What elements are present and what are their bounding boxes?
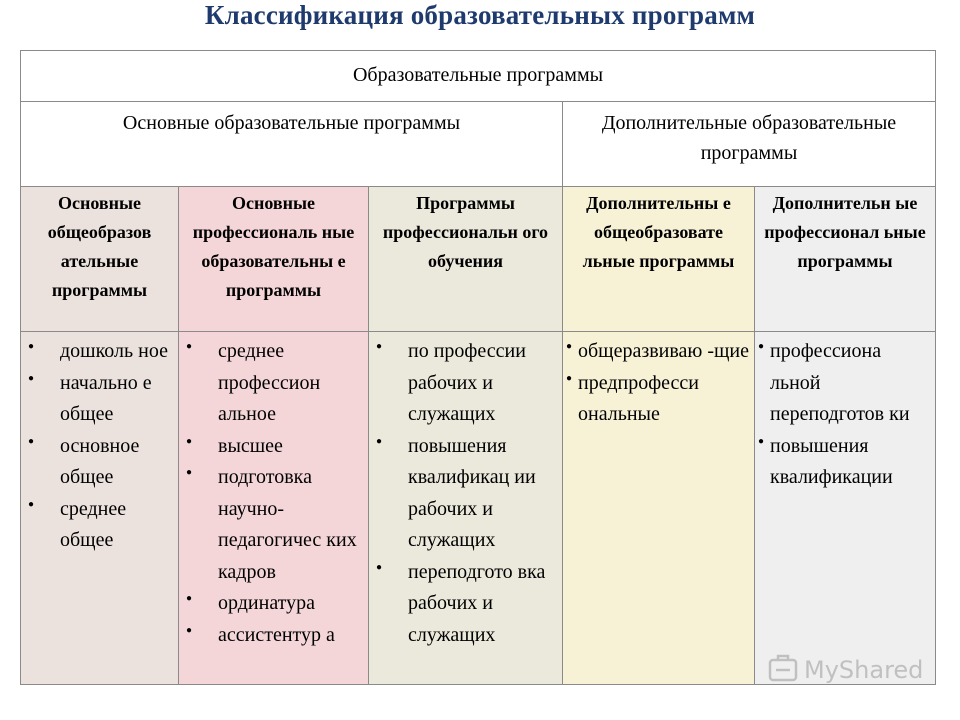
additional-programs-label: Дополнительные образовательные программы [601, 112, 897, 164]
column-header-professional [178, 186, 369, 332]
watermark [766, 652, 936, 692]
column-header-label: Дополнительн ые профессионал ьные программы [764, 193, 926, 271]
column-body-vocational [368, 331, 563, 685]
column-header-vocational [368, 186, 563, 332]
column-header-label: Основные общеобразов ательные программы [47, 193, 152, 300]
list-item: ● высшее [182, 431, 365, 463]
page-title: Классификация образовательных программ [204, 0, 756, 30]
main-programs-header [20, 101, 563, 187]
list-item: ● переподгото вка рабочих и служащих [372, 557, 559, 652]
column-header-additional-professional [754, 186, 936, 332]
list-item: ● начально е общее [24, 368, 175, 431]
program-list [182, 336, 365, 651]
list-item: ● повышения квалификац ии рабочих и служащих [372, 431, 559, 557]
program-list [372, 336, 559, 651]
column-header-label: Дополнительны е общеобразовате льные программы [582, 193, 735, 271]
list-item: ● профессиона льной переподготов ки [758, 336, 932, 431]
program-list [758, 336, 932, 494]
list-item: ● среднее профессион альное [182, 336, 365, 431]
list-item: ● дошколь ное [24, 336, 175, 368]
list-item: ● среднее общее [24, 494, 175, 557]
table-root-header [20, 50, 936, 102]
column-header-label: Основные профессиональ ные образовательны е программы [192, 193, 355, 300]
list-item: ● подготовка научно- педагогичес ких кадров [182, 462, 365, 588]
list-item: ● общеразвиваю -щие [566, 336, 751, 368]
root-label: Образовательные программы [352, 64, 604, 86]
list-item: ● ассистентур а [182, 620, 365, 652]
list-item: ● ординатура [182, 588, 365, 620]
watermark-text: MyShared [804, 656, 924, 684]
program-list [566, 336, 751, 431]
main-programs-label: Основные образовательные программы [122, 112, 461, 134]
column-body-additional-professional [754, 331, 936, 685]
column-header-additional-general [562, 186, 755, 332]
column-body-additional-general [562, 331, 755, 685]
list-item: ● основное общее [24, 431, 175, 494]
list-item: ● по профессии рабочих и служащих [372, 336, 559, 431]
additional-programs-header [562, 101, 936, 187]
column-body-general [20, 331, 179, 685]
column-body-professional [178, 331, 369, 685]
list-item: ● повышения квалификации [758, 431, 932, 494]
column-header-label: Программы профессиональн ого обучения [382, 193, 549, 271]
watermark-logo-icon [766, 652, 800, 686]
column-header-general [20, 186, 179, 332]
list-item: ● предпрофесси ональные [566, 368, 751, 431]
program-list [24, 336, 175, 557]
